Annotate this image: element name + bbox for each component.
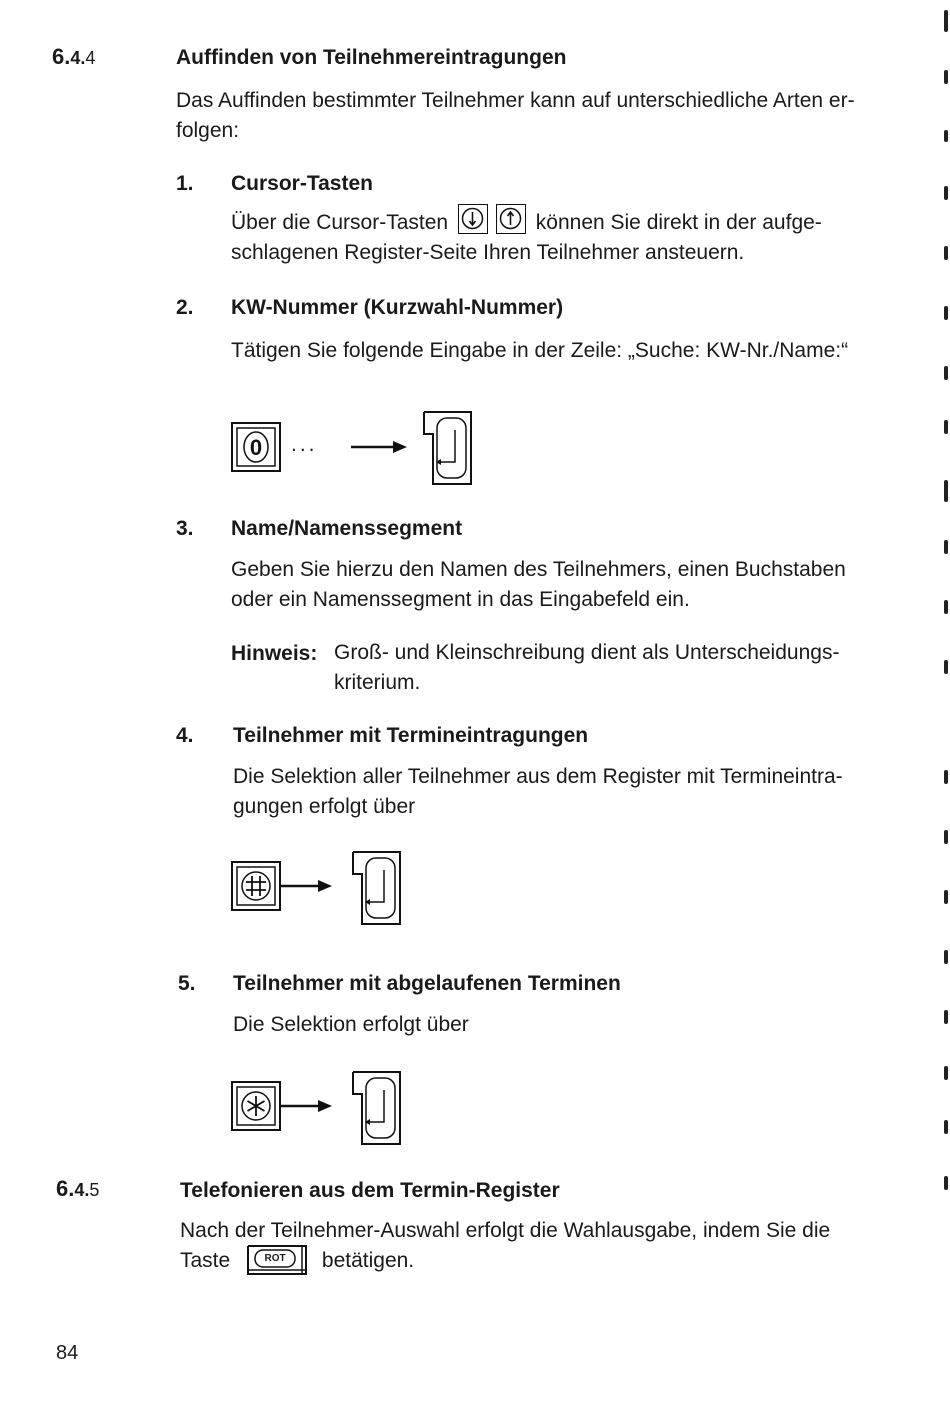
enter-key-icon xyxy=(348,850,402,926)
edge-mark xyxy=(944,480,948,502)
item-3-text: Geben Sie hierzu den Namen des Teilnehmers, einen Buchstaben oder ein Namenssegment in das Eingabefeld ein. xyxy=(231,558,846,611)
edge-mark xyxy=(944,70,948,84)
item-title-appointment-entries: Teilnehmer mit Termineintragungen xyxy=(233,724,589,747)
section-title-6-4-4: Auffinden von Teilnehmereintragungen xyxy=(176,46,567,69)
edge-mark xyxy=(944,1010,948,1024)
hash-key-icon xyxy=(231,861,281,911)
section-6-4-5-text: Nach der Teilnehmer-Auswahl erfolgt die Wahlausgabe, indem Sie die xyxy=(180,1219,831,1242)
page-number: 84 xyxy=(56,1342,79,1364)
item-1-text: Über die Cursor-Tasten können Sie direkt in der aufge- xyxy=(231,208,886,238)
item-number-4: 4. xyxy=(176,724,194,747)
item-number-1: 1. xyxy=(176,172,194,195)
item-2-text: Tätigen Sie folgende Eingabe in der Zeile: „Suche: KW-Nr./Name:“ xyxy=(231,339,849,362)
digit-zero-key-icon xyxy=(231,422,281,472)
rot-key-label: ROT xyxy=(264,1253,286,1265)
item-number-5: 5. xyxy=(178,972,196,995)
item-number-2: 2. xyxy=(176,296,194,319)
section-intro: Das Auffinden bestimmter Teilnehmer kann auf unterschiedliche Arten er- folgen: xyxy=(176,89,855,142)
edge-mark xyxy=(944,540,948,554)
item-5-text: Die Selektion erfolgt über xyxy=(233,1013,469,1036)
edge-mark xyxy=(944,830,948,844)
edge-mark xyxy=(944,130,948,142)
arrow-right-icon xyxy=(351,438,407,456)
ellipsis: ... xyxy=(291,433,318,456)
edge-mark xyxy=(944,420,948,434)
item-1-text-line2: schlagenen Register-Seite Ihren Teilnehmer ansteuern. xyxy=(231,241,745,264)
star-key-icon xyxy=(231,1081,281,1131)
arrow-right-icon xyxy=(280,1097,332,1115)
edge-mark xyxy=(944,950,948,964)
item-number-3: 3. xyxy=(176,517,194,540)
section-number-6-4-5: 6.4.5 xyxy=(56,1176,100,1201)
edge-mark xyxy=(944,246,948,260)
edge-mark xyxy=(944,600,948,614)
edge-mark xyxy=(944,186,948,200)
note-text: Groß- und Kleinschreibung dient als Unterscheidungs- kriterium. xyxy=(334,641,840,694)
edge-mark xyxy=(944,366,948,380)
cursor-down-key-icon xyxy=(458,204,488,234)
edge-mark xyxy=(944,10,948,32)
enter-key-icon xyxy=(348,1070,402,1146)
edge-mark xyxy=(944,1120,948,1134)
arrow-right-icon xyxy=(280,877,332,895)
edge-mark xyxy=(944,1176,948,1190)
edge-mark xyxy=(944,770,948,784)
item-title-name-segment: Name/Namenssegment xyxy=(231,517,463,540)
section-6-4-5-text-line2: Taste ROT betätigen. xyxy=(180,1246,414,1276)
edge-mark xyxy=(944,1066,948,1080)
item-title-cursor-keys: Cursor-Tasten xyxy=(231,172,373,195)
section-title-6-4-5: Telefonieren aus dem Termin-Register xyxy=(180,1179,560,1202)
cursor-up-key-icon xyxy=(496,204,526,234)
note-label: Hinweis: xyxy=(231,642,318,665)
section-number-6-4-4: 6.4.4 xyxy=(52,44,96,69)
item-title-kw-number: KW-Nummer (Kurzwahl-Nummer) xyxy=(231,296,564,319)
rot-key-icon xyxy=(246,1244,308,1274)
enter-key-icon xyxy=(419,410,473,486)
edge-mark xyxy=(944,890,948,904)
item-4-text: Die Selektion aller Teilnehmer aus dem Register mit Termineintra- gungen erfolgt über xyxy=(233,765,843,818)
edge-mark xyxy=(944,306,948,320)
edge-mark xyxy=(944,660,948,674)
svg-text:0: 0 xyxy=(249,435,263,460)
item-title-expired-appointments: Teilnehmer mit abgelaufenen Terminen xyxy=(233,972,621,995)
